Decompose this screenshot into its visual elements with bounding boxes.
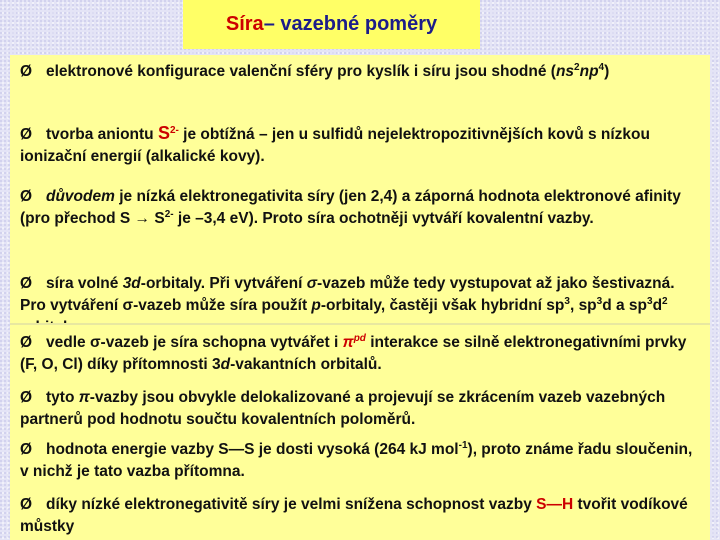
title-element: Síra	[225, 13, 264, 35]
slide-title	[183, 0, 480, 49]
arrow-bullet-icon: Ø	[20, 188, 33, 205]
paragraph-8: Ø díky nízké elektronegativitě síry je velmi snížena schopnost vazby S—H tvořit vodíkové můstky	[20, 496, 688, 535]
paragraph-5: Ø vedle σ-vazeb je síra schopna vytvářet i $\pi^{pd}$ interakce se silně elektronegativními prvky (F, O, Cl) díky přítomnosti 3d-vakantních orbitalů.	[20, 332, 687, 373]
paragraph-1: Ø elektronové konfigurace valenční sféry pro kyslík i síru jsou shodné $(ns^2np^4)$	[20, 61, 700, 83]
arrow-bullet-icon: Ø	[20, 63, 33, 80]
paragraph-7: Ø hodnota energie vazby S—S je dosti vysoká (264 kJ mol$^{-1}$), proto známe řadu sloučenin, v nichž je tato vazba přítomna.	[20, 439, 693, 480]
content-panel-bottom	[10, 323, 710, 540]
arrow-bullet-icon: Ø	[20, 389, 33, 406]
arrow-bullet-icon: Ø	[20, 126, 33, 143]
arrow-bullet-icon: Ø	[20, 496, 33, 513]
arrow-bullet-icon: Ø	[20, 275, 33, 292]
title-rest: – vazebné poměry	[263, 13, 438, 35]
paragraph-2: Ø tvorba aniontu $S^{2-}$ je obtížná – jen u sulfidů nejelektropozitivnějších kovů s nízkou ionizační energií (alkalické kovy).	[20, 123, 650, 165]
paragraph-3: Ø důvodem je nízká elektronegativita síry (jen 2,4) a záporná hodnota elektronové afinity (pro přechod $S \to S^{2-}$ je –3,4 eV). Proto síra ochotněji vytváří kovalentní vazby.	[20, 188, 681, 227]
arrow-bullet-icon: Ø	[20, 334, 33, 351]
paragraph-4: Ø síra volné 3d-orbitaly. Při vytváření σ-vazeb může tedy vystupovat až jako šestivazná. Pro vytváření σ-vazeb může síra použít p-orbitaly, častěji však hybridní $sp^3$, $sp^3d$ a $sp^3d^2$	[20, 275, 675, 314]
paragraph-6: Ø tyto π-vazby jsou obvykle delokalizované a projevují se zkrácením vazeb vazebných partnerů pod hodnotu součtu kovalentních poloměrů.	[20, 389, 666, 428]
arrow-bullet-icon: Ø	[20, 441, 33, 458]
content-panel-top	[10, 55, 710, 326]
